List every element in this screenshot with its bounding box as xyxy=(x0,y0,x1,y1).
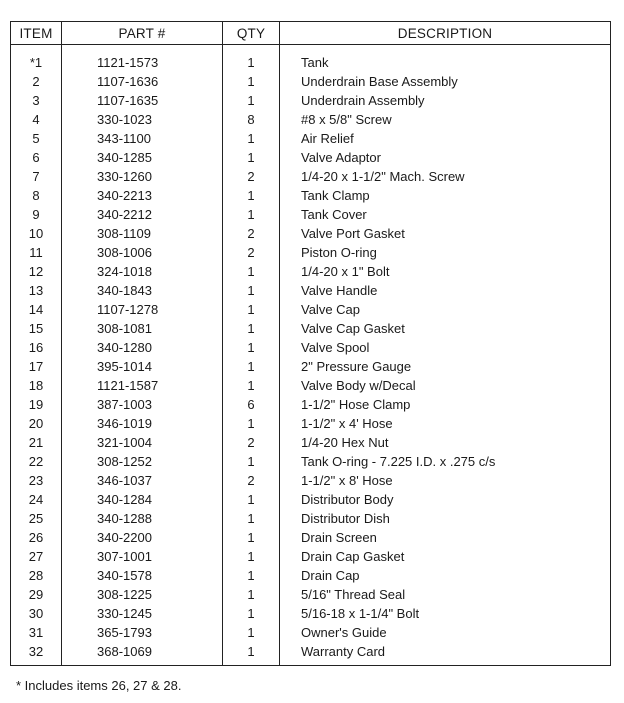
table-row xyxy=(11,281,611,300)
table-row xyxy=(11,395,611,414)
table-row xyxy=(11,490,611,509)
item-number: 5 xyxy=(11,129,62,148)
quantity: 1 xyxy=(223,72,280,91)
table-row xyxy=(11,205,611,224)
item-number: 29 xyxy=(11,585,62,604)
item-number: 19 xyxy=(11,395,62,414)
description: Drain Cap xyxy=(301,568,360,583)
quantity: 1 xyxy=(223,129,280,148)
quantity: 1 xyxy=(223,281,280,300)
part-number: 307-1001 xyxy=(62,547,223,566)
part-number: 308-1225 xyxy=(62,585,223,604)
description: Underdrain Base Assembly xyxy=(301,74,458,89)
item-number: 28 xyxy=(11,566,62,585)
quantity: 1 xyxy=(223,338,280,357)
description: Owner's Guide xyxy=(301,625,387,640)
part-number: 1107-1278 xyxy=(62,300,223,319)
table-row xyxy=(11,338,611,357)
quantity: 2 xyxy=(223,471,280,490)
quantity: 2 xyxy=(223,433,280,452)
quantity: 2 xyxy=(223,243,280,262)
description: Underdrain Assembly xyxy=(301,93,425,108)
part-number: 340-1285 xyxy=(62,148,223,167)
table-row xyxy=(11,566,611,585)
item-number: 2 xyxy=(11,72,62,91)
item-number: 15 xyxy=(11,319,62,338)
quantity: 1 xyxy=(223,490,280,509)
item-number: 26 xyxy=(11,528,62,547)
description: Valve Adaptor xyxy=(301,150,381,165)
description: Distributor Body xyxy=(301,492,394,507)
description: Warranty Card xyxy=(301,644,386,659)
quantity: 1 xyxy=(223,509,280,528)
item-number: 23 xyxy=(11,471,62,490)
description: 1-1/2" x 8' Hose xyxy=(301,473,393,488)
part-number: 340-2200 xyxy=(62,528,223,547)
part-number: 308-1081 xyxy=(62,319,223,338)
quantity: 1 xyxy=(223,357,280,376)
item-number: 22 xyxy=(11,452,62,471)
table-row xyxy=(11,357,611,376)
item-number: 8 xyxy=(11,186,62,205)
part-number: 365-1793 xyxy=(62,623,223,642)
part-number: 340-1284 xyxy=(62,490,223,509)
part-number: 308-1006 xyxy=(62,243,223,262)
table-row xyxy=(11,452,611,471)
description: Valve Spool xyxy=(301,340,370,355)
part-number: 1121-1587 xyxy=(62,376,223,395)
item-number: 18 xyxy=(11,376,62,395)
item-number: 16 xyxy=(11,338,62,357)
part-number: 346-1019 xyxy=(62,414,223,433)
description: 1-1/2" x 4' Hose xyxy=(301,416,393,431)
quantity: 1 xyxy=(223,414,280,433)
description: Valve Handle xyxy=(301,283,378,298)
table-row xyxy=(11,509,611,528)
description: Tank xyxy=(301,55,329,70)
description: Piston O-ring xyxy=(301,245,377,260)
part-number: 340-1578 xyxy=(62,566,223,585)
part-number: 308-1109 xyxy=(62,224,223,243)
table-row xyxy=(11,376,611,395)
header-part-number: PART # xyxy=(62,22,223,45)
item-number: 20 xyxy=(11,414,62,433)
table-row xyxy=(11,72,611,91)
item-number: 21 xyxy=(11,433,62,452)
item-number: 14 xyxy=(11,300,62,319)
description: #8 x 5/8" Screw xyxy=(301,112,392,127)
quantity: 1 xyxy=(223,148,280,167)
part-number: 330-1023 xyxy=(62,110,223,129)
description: Valve Body w/Decal xyxy=(301,378,416,393)
description: Tank O-ring - 7.225 I.D. x .275 c/s xyxy=(301,454,496,469)
header-row xyxy=(11,22,611,45)
item-number: 12 xyxy=(11,262,62,281)
quantity: 1 xyxy=(223,186,280,205)
item-number: 6 xyxy=(11,148,62,167)
part-number: 321-1004 xyxy=(62,433,223,452)
part-number: 1107-1635 xyxy=(62,91,223,110)
table-row xyxy=(11,319,611,338)
table-row xyxy=(11,91,611,110)
table-row xyxy=(11,110,611,129)
quantity: 1 xyxy=(223,566,280,585)
item-number: 11 xyxy=(11,243,62,262)
table-row xyxy=(11,167,611,186)
quantity: 8 xyxy=(223,110,280,129)
quantity: 1 xyxy=(223,262,280,281)
quantity: 1 xyxy=(223,319,280,338)
description: 1/4-20 Hex Nut xyxy=(301,435,389,450)
table-row xyxy=(11,604,611,623)
item-number: 4 xyxy=(11,110,62,129)
header-qty: QTY xyxy=(223,22,280,45)
table-row xyxy=(11,528,611,547)
description: Tank Cover xyxy=(301,207,367,222)
table-row xyxy=(11,243,611,262)
table-row xyxy=(11,300,611,319)
table-row xyxy=(11,224,611,243)
part-number: 340-2212 xyxy=(62,205,223,224)
part-number: 346-1037 xyxy=(62,471,223,490)
quantity: 1 xyxy=(223,585,280,604)
description: 5/16-18 x 1-1/4" Bolt xyxy=(301,606,420,621)
quantity: 1 xyxy=(223,300,280,319)
description: Drain Cap Gasket xyxy=(301,549,405,564)
quantity: 1 xyxy=(223,604,280,623)
item-number: 30 xyxy=(11,604,62,623)
quantity: 1 xyxy=(223,547,280,566)
table-row xyxy=(11,585,611,604)
description: 1/4-20 x 1-1/2" Mach. Screw xyxy=(301,169,465,184)
table-row xyxy=(11,262,611,281)
table-row xyxy=(11,623,611,642)
quantity: 2 xyxy=(223,167,280,186)
item-number: 31 xyxy=(11,623,62,642)
item-number: 25 xyxy=(11,509,62,528)
description: 2" Pressure Gauge xyxy=(301,359,412,374)
table-row xyxy=(11,148,611,167)
table-body xyxy=(11,45,611,666)
quantity: 1 xyxy=(223,91,280,110)
item-number: 9 xyxy=(11,205,62,224)
part-number: 340-1280 xyxy=(62,338,223,357)
table-row xyxy=(11,414,611,433)
item-number: 24 xyxy=(11,490,62,509)
quantity: 1 xyxy=(223,45,280,73)
table-row xyxy=(11,45,611,73)
part-number: 308-1252 xyxy=(62,452,223,471)
description: Valve Cap Gasket xyxy=(301,321,405,336)
item-number: *1 xyxy=(11,45,62,73)
item-number: 3 xyxy=(11,91,62,110)
description: Drain Screen xyxy=(301,530,377,545)
footnote: * Includes items 26, 27 & 28. xyxy=(16,678,182,693)
table-header xyxy=(11,22,611,45)
table-row xyxy=(11,471,611,490)
part-number: 368-1069 xyxy=(62,642,223,666)
description: Air Relief xyxy=(301,131,354,146)
item-number: 27 xyxy=(11,547,62,566)
item-number: 13 xyxy=(11,281,62,300)
quantity: 1 xyxy=(223,528,280,547)
part-number: 340-2213 xyxy=(62,186,223,205)
part-number: 340-1288 xyxy=(62,509,223,528)
part-number: 387-1003 xyxy=(62,395,223,414)
quantity: 1 xyxy=(223,376,280,395)
part-number: 330-1260 xyxy=(62,167,223,186)
quantity: 1 xyxy=(223,205,280,224)
table-row xyxy=(11,547,611,566)
part-number: 1121-1573 xyxy=(62,45,223,73)
item-number: 17 xyxy=(11,357,62,376)
item-number: 7 xyxy=(11,167,62,186)
description: 5/16" Thread Seal xyxy=(301,587,406,602)
part-number: 330-1245 xyxy=(62,604,223,623)
table-row xyxy=(11,433,611,452)
quantity: 1 xyxy=(223,452,280,471)
part-number: 324-1018 xyxy=(62,262,223,281)
table-row xyxy=(11,186,611,205)
parts-table xyxy=(10,21,611,666)
header-item: ITEM xyxy=(11,22,62,45)
part-number: 395-1014 xyxy=(62,357,223,376)
description: Valve Cap xyxy=(301,302,361,317)
quantity: 6 xyxy=(223,395,280,414)
quantity: 2 xyxy=(223,224,280,243)
part-number: 343-1100 xyxy=(62,129,223,148)
description: Tank Clamp xyxy=(301,188,370,203)
item-number: 32 xyxy=(11,642,62,666)
header-description: DESCRIPTION xyxy=(280,22,611,45)
table-row xyxy=(11,129,611,148)
description: 1-1/2" Hose Clamp xyxy=(301,397,411,412)
quantity: 1 xyxy=(223,623,280,642)
item-number: 10 xyxy=(11,224,62,243)
description: Valve Port Gasket xyxy=(301,226,405,241)
part-number: 1107-1636 xyxy=(62,72,223,91)
part-number: 340-1843 xyxy=(62,281,223,300)
description: 1/4-20 x 1" Bolt xyxy=(301,264,390,279)
quantity: 1 xyxy=(223,642,280,666)
description: Distributor Dish xyxy=(301,511,390,526)
table-row xyxy=(11,642,611,666)
